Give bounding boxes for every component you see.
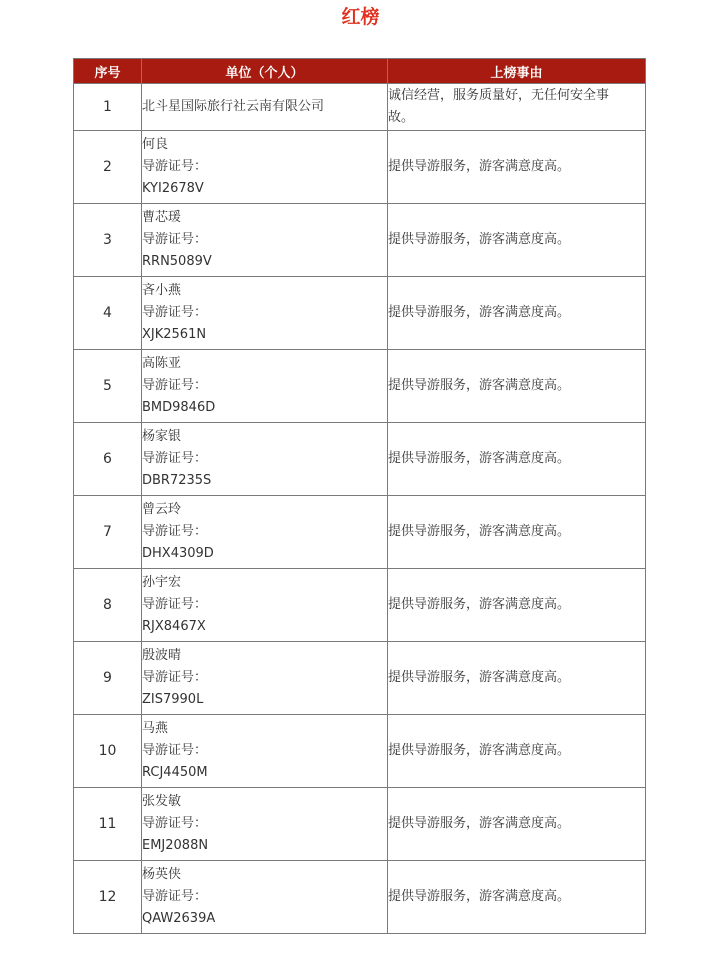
honor-list-table xyxy=(73,58,646,934)
guide-license-label: 导游证号： xyxy=(142,524,208,539)
row-number: 8 xyxy=(74,569,142,642)
reason-cell: 提供导游服务，游客满意度高。 xyxy=(388,715,646,788)
reason-cell: 提供导游服务，游客满意度高。 xyxy=(388,642,646,715)
guide-license-label: 导游证号： xyxy=(142,816,208,831)
guide-license-number: KYI2678V xyxy=(142,181,204,196)
row-number: 9 xyxy=(74,642,142,715)
reason-cell: 提供导游服务，游客满意度高。 xyxy=(388,569,646,642)
guide-license-label: 导游证号： xyxy=(142,451,208,466)
guide-license-number: QAW2639A xyxy=(142,911,216,926)
guide-name: 曾云玲 xyxy=(142,502,182,517)
guide-license-number: DBR7235S xyxy=(142,473,212,488)
guide-cell xyxy=(142,350,388,423)
guide-license-number: RJX8467X xyxy=(142,619,206,634)
header-no: 序号 xyxy=(74,59,142,84)
guide-license-number: BMD9846D xyxy=(142,400,216,415)
guide-cell xyxy=(142,788,388,861)
guide-license-label: 导游证号： xyxy=(142,889,208,904)
row-number: 3 xyxy=(74,204,142,277)
guide-license-number: XJK2561N xyxy=(142,327,207,342)
row-number: 2 xyxy=(74,131,142,204)
guide-license-number: RRN5089V xyxy=(142,254,212,269)
row-number: 6 xyxy=(74,423,142,496)
guide-name: 杨家银 xyxy=(142,429,182,444)
reason-cell: 提供导游服务，游客满意度高。 xyxy=(388,423,646,496)
table-row xyxy=(74,131,646,204)
table-row xyxy=(74,569,646,642)
row-number: 1 xyxy=(74,84,142,131)
guide-name: 殷波晴 xyxy=(142,648,182,663)
table-row xyxy=(74,350,646,423)
guide-cell xyxy=(142,569,388,642)
row-number: 5 xyxy=(74,350,142,423)
guide-cell xyxy=(142,131,388,204)
guide-license-label: 导游证号： xyxy=(142,305,208,320)
page-title: 红榜 xyxy=(341,6,380,28)
unit-name: 北斗星国际旅行社云南有限公司 xyxy=(142,84,388,131)
row-number: 12 xyxy=(74,861,142,934)
guide-license-label: 导游证号： xyxy=(142,670,208,685)
guide-cell xyxy=(142,423,388,496)
guide-name: 马燕 xyxy=(142,721,169,736)
guide-license-label: 导游证号： xyxy=(142,743,208,758)
guide-cell xyxy=(142,642,388,715)
table-header-row xyxy=(74,59,646,84)
guide-cell xyxy=(142,204,388,277)
table-row xyxy=(74,277,646,350)
guide-cell xyxy=(142,496,388,569)
row-number: 7 xyxy=(74,496,142,569)
reason-cell: 提供导游服务，游客满意度高。 xyxy=(388,277,646,350)
guide-name: 孙宇宏 xyxy=(142,575,182,590)
reason-line: 诚信经营，服务质量好，无任何安全事 xyxy=(388,88,610,103)
table-row xyxy=(74,861,646,934)
guide-name: 杨英侠 xyxy=(142,867,182,882)
guide-cell xyxy=(142,277,388,350)
row-number: 4 xyxy=(74,277,142,350)
guide-license-number: ZIS7990L xyxy=(142,692,204,707)
guide-cell xyxy=(142,861,388,934)
guide-license-number: RCJ4450M xyxy=(142,765,208,780)
reason-cell: 提供导游服务，游客满意度高。 xyxy=(388,350,646,423)
table-row xyxy=(74,788,646,861)
guide-license-label: 导游证号： xyxy=(142,159,208,174)
guide-cell xyxy=(142,715,388,788)
guide-name: 何良 xyxy=(142,137,169,152)
reason-line: 故。 xyxy=(388,110,415,125)
table-row xyxy=(74,423,646,496)
guide-license-number: DHX4309D xyxy=(142,546,214,561)
header-reason: 上榜事由 xyxy=(388,59,646,84)
reason-cell: 提供导游服务，游客满意度高。 xyxy=(388,788,646,861)
reason-cell: 提供导游服务，游客满意度高。 xyxy=(388,131,646,204)
guide-name: 吝小燕 xyxy=(142,283,182,298)
reason-cell: 提供导游服务，游客满意度高。 xyxy=(388,204,646,277)
header-unit: 单位（个人） xyxy=(142,59,388,84)
table-row xyxy=(74,496,646,569)
table-row xyxy=(74,715,646,788)
row-number: 10 xyxy=(74,715,142,788)
reason-cell: 提供导游服务，游客满意度高。 xyxy=(388,861,646,934)
row-number: 11 xyxy=(74,788,142,861)
guide-license-label: 导游证号： xyxy=(142,232,208,247)
guide-name: 曹芯瑗 xyxy=(142,210,182,225)
guide-license-number: EMJ2088N xyxy=(142,838,209,853)
table-row xyxy=(74,204,646,277)
table-row xyxy=(74,84,646,131)
guide-license-label: 导游证号： xyxy=(142,597,208,612)
reason-cell xyxy=(388,84,646,131)
guide-name: 张发敏 xyxy=(142,794,182,809)
reason-cell: 提供导游服务，游客满意度高。 xyxy=(388,496,646,569)
guide-name: 高陈亚 xyxy=(142,356,182,371)
guide-license-label: 导游证号： xyxy=(142,378,208,393)
table-row xyxy=(74,642,646,715)
